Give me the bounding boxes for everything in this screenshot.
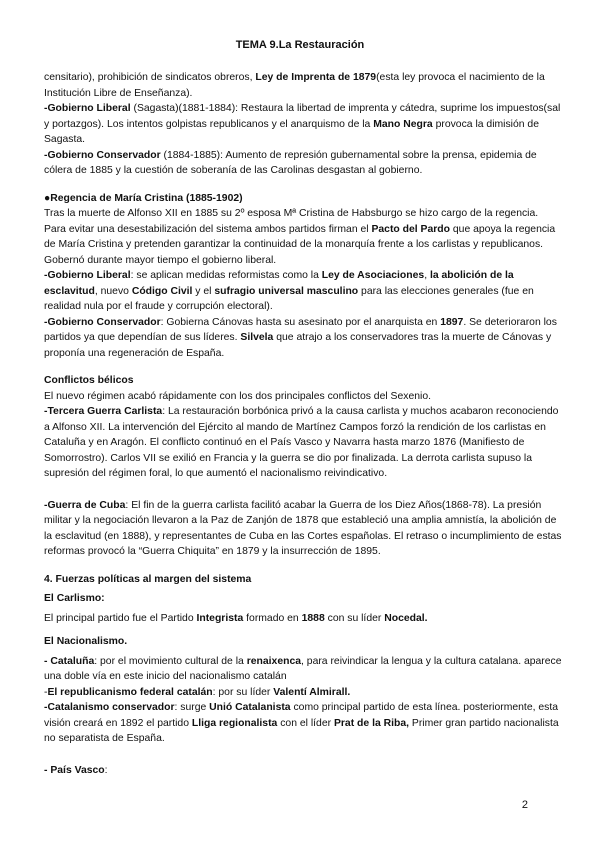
- section-heading: Conflictos bélicos: [44, 375, 134, 386]
- paragraph: -Guerra de Cuba: El fin de la guerra carlista facilitó acabar la Guerra de los Diez Años(1868-78). La presión militar y la negociación llevaron a la Paz de Zanjón de 1878 que estableció una amplia amnistía, la abolición de la esclavitud (en 1888), y representantes de Cuba en las Cortes españolas. El retraso o incumplimiento de estas reformas provocó la “Guerra Chiquita” en 1879 y la insurrección de 1895.: [44, 499, 562, 557]
- paragraph: El nuevo régimen acabó rápidamente con los dos principales conflictos del Sexenio.: [44, 390, 431, 402]
- paragraph: El principal partido fue el Partido Integrista formado en 1888 con su líder Nocedal.: [44, 612, 428, 624]
- paragraph: -Gobierno Liberal (Sagasta)(1881-1884): Restaura la libertad de imprenta y cátedra, suprime los impuestos(sal y portazgos). Los intentos golpistas republicanos y el anarquismo de la Mano Negra provoca la dimisión de Sagasta.: [44, 103, 561, 145]
- section-heading: 4. Fuerzas políticas al margen del sistema: [44, 573, 252, 585]
- page-title: TEMA 9.La Restauración: [235, 39, 365, 51]
- paragraph: -Tercera Guerra Carlista: La restauración borbónica privó a la causa carlista y muchos acabaron reconociendo a Alfonso XII. La intervención del Ejército al mando de Martínez Campos forzó la rendición de los carlistas en Cataluña y en Aragón. El conflicto continuó en el País Vasco y Navarra hasta marzo 1876 (Manifiesto de Somorrostro). Carlos VII se exilió en Francia y la guerra se dio por finalizada. La derrota carlista supuso la supresión del régimen foral, lo que aumentó el nacionalismo reivindicativo.: [44, 406, 559, 479]
- paragraph: - País Vasco:: [44, 764, 108, 776]
- page-number: 2: [521, 799, 528, 811]
- paragraph: -Gobierno Liberal: se aplican medidas reformistas como la Ley de Asociaciones, la abolición de la esclavitud, nuevo Código Civil y el sufragio universal masculino para las elecciones generales (fue en realidad nula por el fraude y corrupción electoral).: [44, 270, 534, 312]
- subsection-heading: El Nacionalismo.: [44, 636, 128, 647]
- section-heading: ●Regencia de María Cristina (1885-1902): [44, 192, 243, 204]
- paragraph: Tras la muerte de Alfonso XII en 1885 su 2º esposa Mª Cristina de Habsburgo se hizo cargo de la regencia. Para evitar una desestabilización del sistema ambos partidos firman el Pacto del Pardo que apoya la regencia de María Cristina y pretenden garantizar la continuidad de la monarquía frente a los carlistas y republicanos. Gobernó durante mayor tiempo el gobierno liberal.: [44, 208, 556, 266]
- paragraph: -Gobierno Conservador: Gobierna Cánovas hasta su asesinato por el anarquista en 1897. Se deterioraron los partidos ya que dependían de sus líderes. Silvela que atrajo a los conservadores tras la muerte de Cánovas y proponía una regeneración de España.: [44, 316, 557, 359]
- paragraph: censitario), prohibición de sindicatos obreros, Ley de Imprenta de 1879(esta ley provoca el nacimiento de la Institución Libre de Enseñanza).: [44, 72, 545, 99]
- subsection-heading: El Carlismo:: [44, 593, 105, 604]
- paragraph: -Gobierno Conservador (1884-1885): Aumento de represión gubernamental sobre la prensa, epidemia de cólera de 1885 y la cuestión de soberanía de las Carolinas desgastan al gobierno.: [44, 149, 537, 176]
- paragraph: -Catalanismo conservador: surge Unió Catalanista como principal partido de esta línea. posteriormente, esta visión creará en 1892 el partido Lliga regionalista con el líder Prat de la Riba, Primer gran partido nacionalista no separatista de España.: [44, 702, 559, 744]
- paragraph: -El republicanismo federal catalán: por su líder Valentí Almirall.: [44, 686, 351, 698]
- page-content: [44, 70, 562, 778]
- paragraph: - Cataluña: por el movimiento cultural de la renaixenca, para reivindicar la lengua y la cultura catalana. aparece una doble vía en este inicio del nacionalismo catalán: [44, 655, 562, 682]
